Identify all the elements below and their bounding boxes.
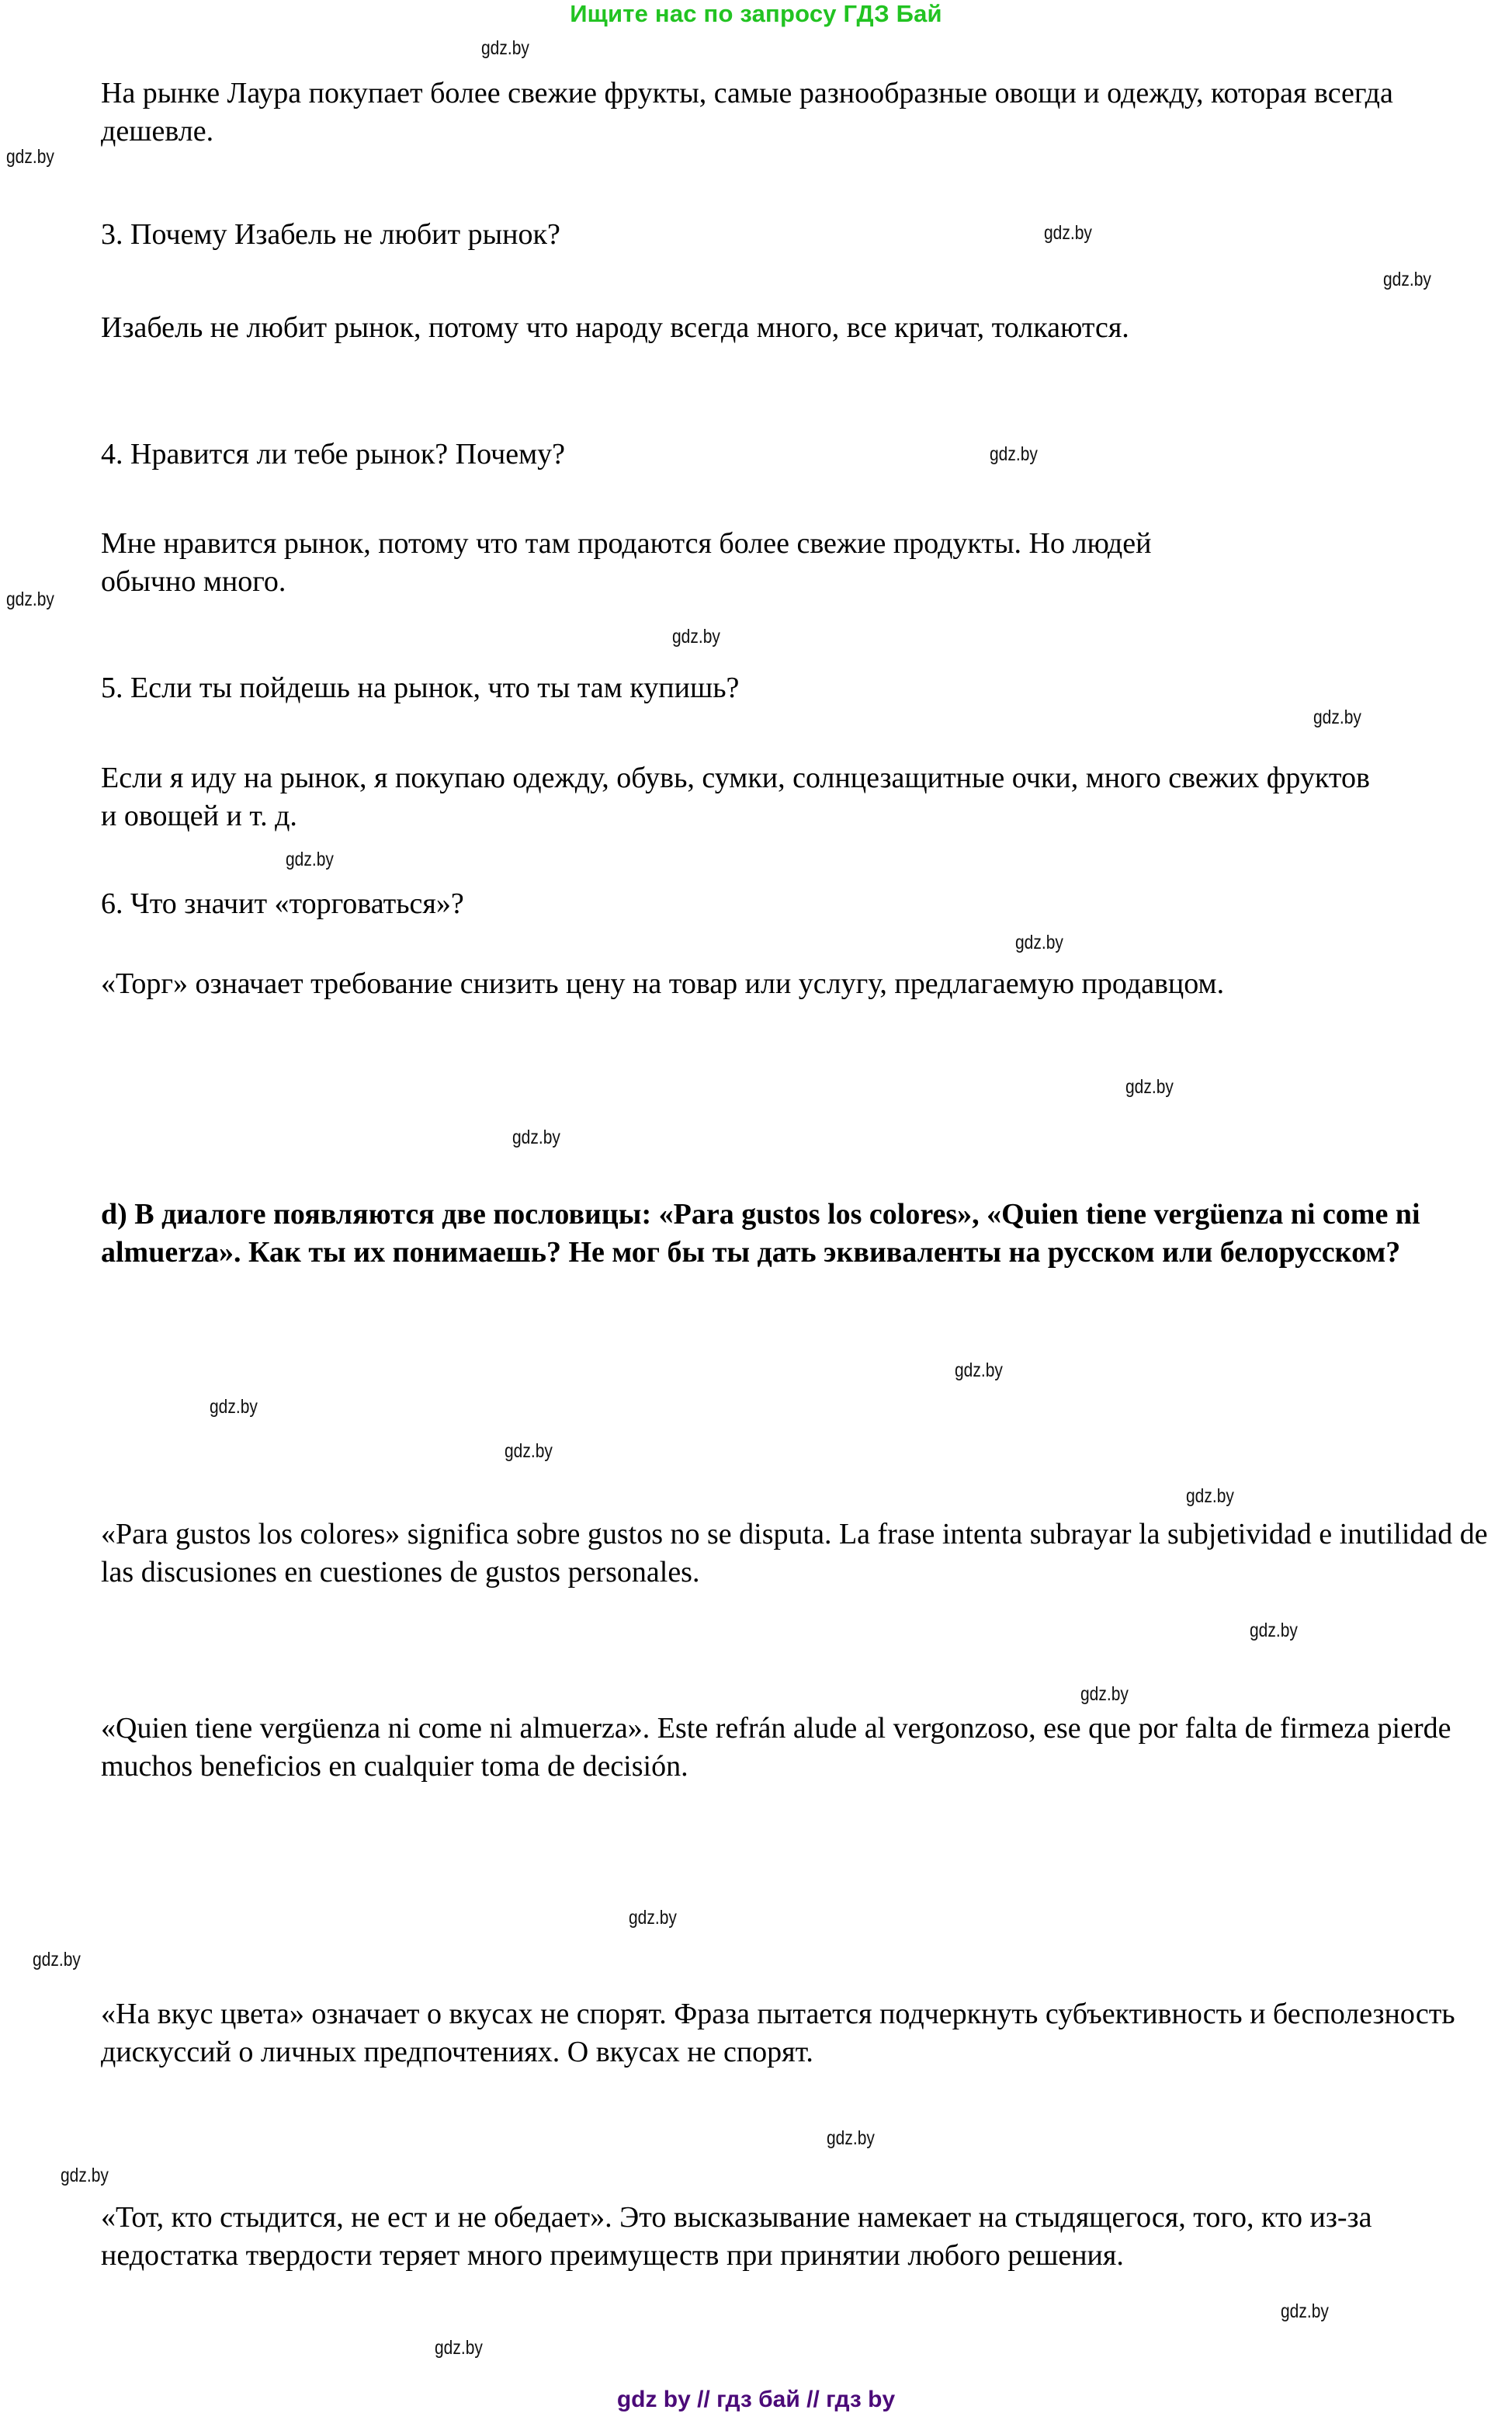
watermark-gdzby: gdz.by [1281,2300,1329,2322]
watermark-gdzby: gdz.by [512,1127,560,1148]
question-3: 3. Почему Изабель не любит рынок? [101,218,560,251]
watermark-gdzby: gdz.by [672,626,720,648]
watermark-gdzby: gdz.by [629,1907,677,1929]
watermark-gdzby: gdz.by [481,37,529,59]
paragraph-market-intro: На рынке Лаура покупает более свежие фрукты, самые разнообразные овощи и одежду, которая всегда дешевле. [101,77,1393,148]
watermark-gdzby: gdz.by [1080,1683,1129,1705]
russian-equivalent-1: «На вкус цвета» означает о вкусах не спорят. Фраза пытается подчеркнуть субъективность и бесполезность дискуссий о личных предпочтениях. О вкусах не спорят. [101,1998,1455,2068]
watermark-gdzby: gdz.by [435,2337,483,2359]
watermark-gdzby: gdz.by [990,443,1038,465]
spanish-proverb-2-explanation: «Quien tiene vergüenza ni come ni almuerza». Este refrán alude al vergonzoso, ese que por falta de firmeza pierde muchos beneficios en cualquier toma de decisión. [101,1712,1451,1783]
watermark-gdzby: gdz.by [1044,222,1092,244]
answer-4: Мне нравится рынок, потому что там продаются более свежие продукты. Но людей обычно много. [101,527,1152,598]
spanish-proverb-1-explanation: «Para gustos los colores» significa sobre gustos no se disputa. La frase intenta subrayar la subjetividad e inutilidad de las discusiones en cuestiones de gustos personales. [101,1518,1488,1588]
watermark-gdzby: gdz.by [827,2127,875,2149]
task-d-prompt: d) В диалоге появляются две пословицы: «Para gustos los colores», «Quien tiene vergüenza ni come ni almuerza». Как ты их понимаешь? Не мог бы ты дать эквиваленты на русском или белорусском? [101,1198,1420,1269]
watermark-gdzby: gdz.by [33,1949,81,1970]
promo-footer-text: gdz by // гдз бай // гдз by [616,2387,896,2412]
question-6: 6. Что значит «торговаться»? [101,887,464,920]
watermark-gdzby: gdz.by [505,1440,553,1462]
watermark-gdzby: gdz.by [210,1396,258,1418]
promo-header-text: Ищите нас по запросу ГДЗ Бай [570,0,942,27]
watermark-gdzby: gdz.by [6,589,54,610]
answer-5: Если я иду на рынок, я покупаю одежду, обувь, сумки, солнцезащитные очки, много свежих фруктов и овощей и т. д. [101,762,1370,832]
watermark-gdzby: gdz.by [1015,932,1063,953]
watermark-gdzby: gdz.by [1313,707,1361,728]
answer-3: Изабель не любит рынок, потому что народу всегда много, все кричат, толкаются. [101,311,1129,344]
watermark-gdzby: gdz.by [61,2165,109,2186]
question-5: 5. Если ты пойдешь на рынок, что ты там купишь? [101,672,740,704]
question-4: 4. Нравится ли тебе рынок? Почему? [101,438,566,470]
watermark-gdzby: gdz.by [6,146,54,168]
answer-6: «Торг» означает требование снизить цену на товар или услугу, предлагаемую продавцом. [101,967,1225,1000]
watermark-gdzby: gdz.by [1383,269,1431,290]
watermark-gdzby: gdz.by [1250,1620,1298,1641]
watermark-gdzby: gdz.by [955,1359,1003,1381]
watermark-gdzby: gdz.by [1125,1076,1174,1098]
russian-equivalent-2: «Тот, кто стыдится, не ест и не обедает». Это высказывание намекает на стыдящегося, того, кто из-за недостатка твердости теряет много преимуществ при принятии любого решения. [101,2201,1372,2272]
watermark-gdzby: gdz.by [1186,1485,1234,1507]
watermark-gdzby: gdz.by [286,849,334,870]
